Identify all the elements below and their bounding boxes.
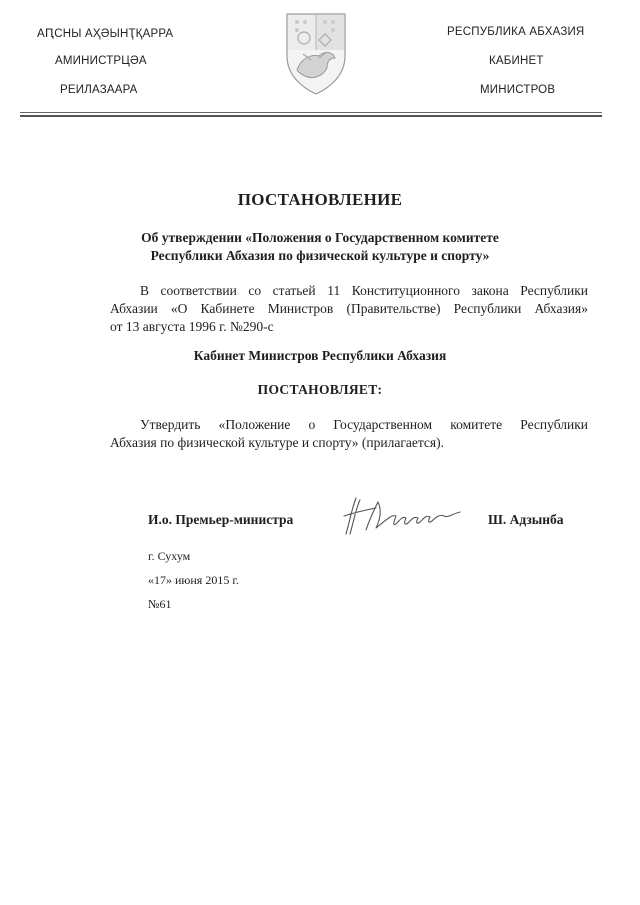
subject-line-2: Республики Абхазия по физической культуре и спорту» [150, 248, 490, 263]
resolution-line-2: Абхазия по физической культуре и спорту» (прилагается). [110, 435, 444, 450]
signatory-name: Ш. Адзынба [488, 512, 564, 527]
document-subject [120, 229, 520, 265]
header-right-line-1: РЕСПУБЛИКА АБХАЗИЯ [447, 26, 585, 38]
signatory-role: И.о. Премьер-министра [148, 512, 294, 527]
header-right-line-2: КАБИНЕТ [489, 55, 544, 67]
header-rule-thick [20, 115, 602, 117]
document-number: №61 [148, 597, 172, 611]
document-title: ПОСТАНОВЛЕНИЕ [237, 190, 403, 209]
issuing-body: Кабинет Министров Республики Абхазия [193, 348, 447, 363]
abkhazia-coat-of-arms-icon [283, 10, 349, 96]
resolution-paragraph [110, 416, 588, 452]
preamble-paragraph [110, 282, 588, 336]
subject-line-1: Об утверждении «Положения о Государственном комитете [141, 230, 499, 245]
header-right-line-3: МИНИСТРОВ [480, 84, 556, 96]
header-left-line-1: АԤСНЫ АҲӘЫНҬҚАРРА [37, 28, 174, 40]
handwritten-signature [336, 490, 476, 540]
preamble-line-2: Абхазии «О Кабинете Министров (Правительстве) Республики Абхазия» [110, 301, 588, 316]
decree-heading: ПОСТАНОВЛЯЕТ: [257, 382, 383, 397]
date-of-issue: «17» июня 2015 г. [148, 573, 239, 587]
header-rule-thin [20, 112, 602, 113]
preamble-line-1: В соответствии со статьей 11 Конституционного закона Республики [140, 283, 588, 298]
header-left-line-3: РЕИЛАЗААРА [60, 84, 138, 96]
header-left-line-2: АМИНИСТРЦӘА [55, 55, 147, 67]
resolution-line-1: Утвердить «Положение о Государственном комитете Республики [140, 417, 588, 432]
place-of-issue: г. Сухум [148, 549, 191, 563]
preamble-line-3: от 13 августа 1996 г. №290-с [110, 319, 274, 334]
